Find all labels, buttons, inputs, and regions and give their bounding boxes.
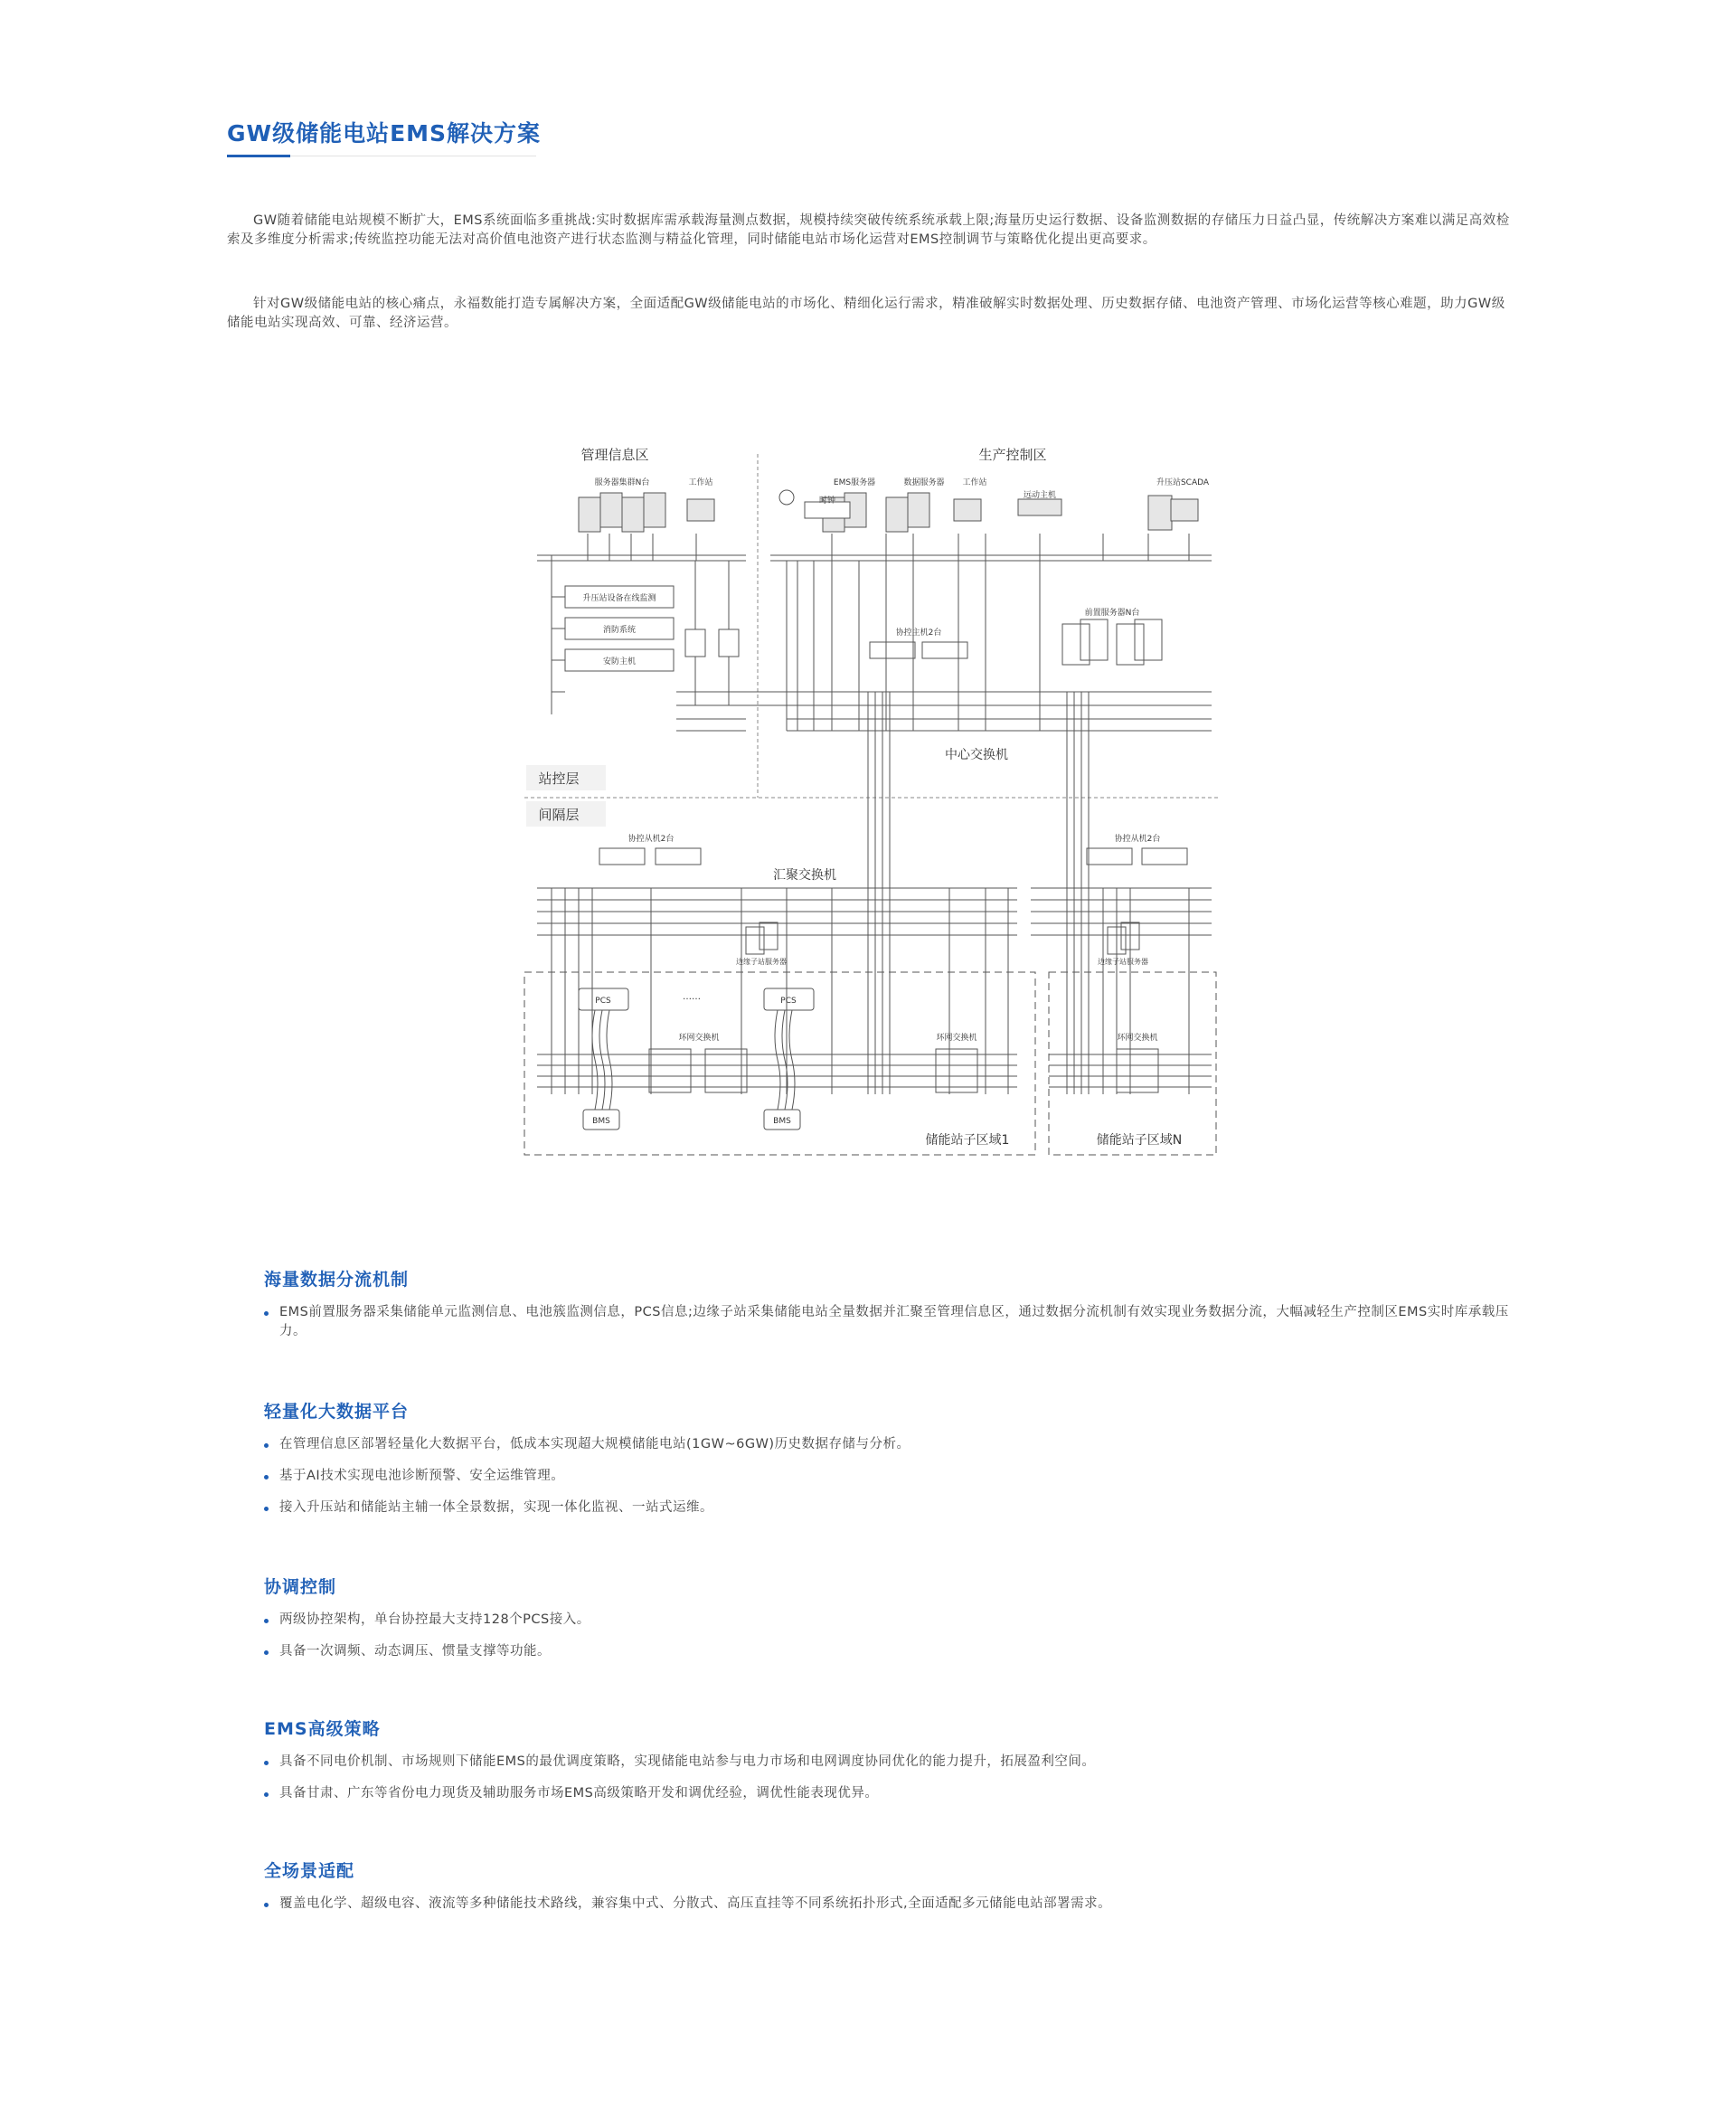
ring-switch-right-label: 环网交换机 bbox=[1117, 1034, 1158, 1043]
agg-switch-label: 汇聚交换机 bbox=[773, 868, 836, 883]
clock-label: 时钟 bbox=[818, 496, 836, 506]
fire-system-label: 消防系统 bbox=[602, 626, 637, 635]
section-data-shunting bbox=[264, 1266, 1530, 1354]
page-title: GW级储能电站EMS解决方案 bbox=[227, 120, 542, 147]
booster-scada-label: 升压站SCADA bbox=[1156, 478, 1210, 487]
zone-prod-label: 生产控制区 bbox=[978, 447, 1047, 463]
title-accent-bar bbox=[227, 155, 290, 157]
coord-slave-left-label: 协控从机2台 bbox=[627, 835, 675, 844]
bullet-icon bbox=[264, 1311, 269, 1316]
list-item: 接入升压站和储能站主辅一体全景数据，实现一体化监视、一站式运维。 bbox=[264, 1498, 1530, 1517]
edge-server-left-label: 边缘子站服务器 bbox=[736, 958, 787, 966]
bullet-icon bbox=[264, 1903, 269, 1907]
section-bigdata-platform bbox=[264, 1398, 1530, 1530]
security-host-label: 安防主机 bbox=[602, 657, 637, 666]
list-item: EMS前置服务器采集储能单元监测信息、电池簇监测信息，PCS信息;边缘子站采集储能电站全量数据并汇聚至管理信息区，通过数据分流机制有效实现业务数据分流，大幅减轻生产控制区EMS实时库承载压力。 bbox=[264, 1303, 1530, 1341]
bullet-icon bbox=[264, 1443, 269, 1448]
edge-server-right-label: 边缘子站服务器 bbox=[1098, 958, 1148, 966]
list-item: 两级协控架构，单台协控最大支持128个PCS接入。 bbox=[264, 1611, 1530, 1630]
front-server-label: 前置服务器N台 bbox=[1084, 609, 1140, 618]
section-heading: 海量数据分流机制 bbox=[264, 1270, 410, 1290]
bullet-icon bbox=[264, 1792, 269, 1797]
db-server-label: 数据服务器 bbox=[903, 478, 945, 487]
ellipsis-label: …… bbox=[683, 992, 701, 1002]
bms-label-2: BMS bbox=[773, 1117, 791, 1126]
list-item: 具备一次调频、动态调压、惯量支撑等功能。 bbox=[264, 1642, 1530, 1661]
intro-paragraph-1: GW随着储能电站规模不断扩大，EMS系统面临多重挑战:实时数据库需承载海量测点数据，规模持续突破传统系统承载上限;海量历史运行数据、设备监测数据的存储压力日益凸显，传统解决方案难以满足高效检索及多维度分析需求;传统监控功能无法对高价值电池资产进行状态监测与精益化管理，同时储能电站市场化运营对EMS控制调节与策略优化提出更高要求。 bbox=[227, 213, 1510, 247]
workstation2-label: 工作站 bbox=[962, 478, 987, 487]
section-ems-strategy bbox=[264, 1716, 1530, 1816]
ems-architecture-diagram bbox=[515, 443, 1221, 1167]
bullet-icon bbox=[264, 1650, 269, 1655]
sub-area-1-label: 储能站子区域1 bbox=[925, 1133, 1010, 1148]
section-heading: EMS高级策略 bbox=[264, 1719, 381, 1739]
list-item: 在管理信息区部署轻量化大数据平台，低成本实现超大规模储能电站(1GW~6GW)历史数据存储与分析。 bbox=[264, 1435, 1530, 1454]
workstation-label: 工作站 bbox=[688, 478, 713, 487]
server-cluster-label: 服务器集群N台 bbox=[594, 478, 650, 487]
list-item: 基于AI技术实现电池诊断预警、安全运维管理。 bbox=[264, 1467, 1530, 1486]
core-switch-label: 中心交换机 bbox=[945, 748, 1008, 762]
remote-host-label: 远动主机 bbox=[1023, 491, 1057, 500]
bullet-icon bbox=[264, 1507, 269, 1511]
bms-label-1: BMS bbox=[592, 1117, 610, 1126]
zone-mgmt-label: 管理信息区 bbox=[580, 447, 649, 463]
pcs-label-2: PCS bbox=[780, 997, 797, 1006]
ring-switch-left-label: 环网交换机 bbox=[678, 1034, 720, 1043]
section-coordination bbox=[264, 1574, 1530, 1674]
bullet-icon bbox=[264, 1761, 269, 1765]
monitor-booster-label: 升压站设备在线监测 bbox=[582, 594, 656, 603]
intro-paragraph-2: 针对GW级储能电站的核心痛点，永福数能打造专属解决方案，全面适配GW级储能电站的市场化、精细化运行需求，精准破解实时数据处理、历史数据存储、电池资产管理、市场化运营等核心难题，助力GW级储能电站实现高效、可靠、经济运营。 bbox=[227, 297, 1505, 330]
coord-slave-right-label: 协控从机2台 bbox=[1114, 835, 1161, 844]
list-item: 具备甘肃、广东等省份电力现货及辅助服务市场EMS高级策略开发和调优经验，调优性能表现优异。 bbox=[264, 1784, 1530, 1803]
list-item: 具备不同电价机制、市场规则下储能EMS的最优调度策略，实现储能电站参与电力市场和电网调度协同优化的能力提升，拓展盈利空间。 bbox=[264, 1753, 1530, 1772]
sub-area-n-label: 储能站子区域N bbox=[1096, 1133, 1183, 1148]
list-item: 覆盖电化学、超级电容、液流等多种储能技术路线，兼容集中式、分散式、高压直挂等不同系统拓扑形式,全面适配多元储能电站部署需求。 bbox=[264, 1895, 1530, 1914]
coord-master-label: 协控主机2台 bbox=[895, 629, 942, 638]
ring-switch-mid-label: 环网交换机 bbox=[936, 1034, 977, 1043]
station-layer-label: 站控层 bbox=[538, 770, 580, 787]
pcs-label-1: PCS bbox=[595, 997, 611, 1006]
bullet-icon bbox=[264, 1475, 269, 1479]
section-all-scenario bbox=[264, 1858, 1530, 1926]
section-heading: 轻量化大数据平台 bbox=[264, 1402, 410, 1422]
bullet-icon bbox=[264, 1619, 269, 1623]
section-heading: 协调控制 bbox=[264, 1577, 337, 1597]
bay-layer-label: 间隔层 bbox=[538, 807, 580, 823]
ems-server-label: EMS服务器 bbox=[833, 478, 876, 487]
section-heading: 全场景适配 bbox=[264, 1861, 355, 1881]
